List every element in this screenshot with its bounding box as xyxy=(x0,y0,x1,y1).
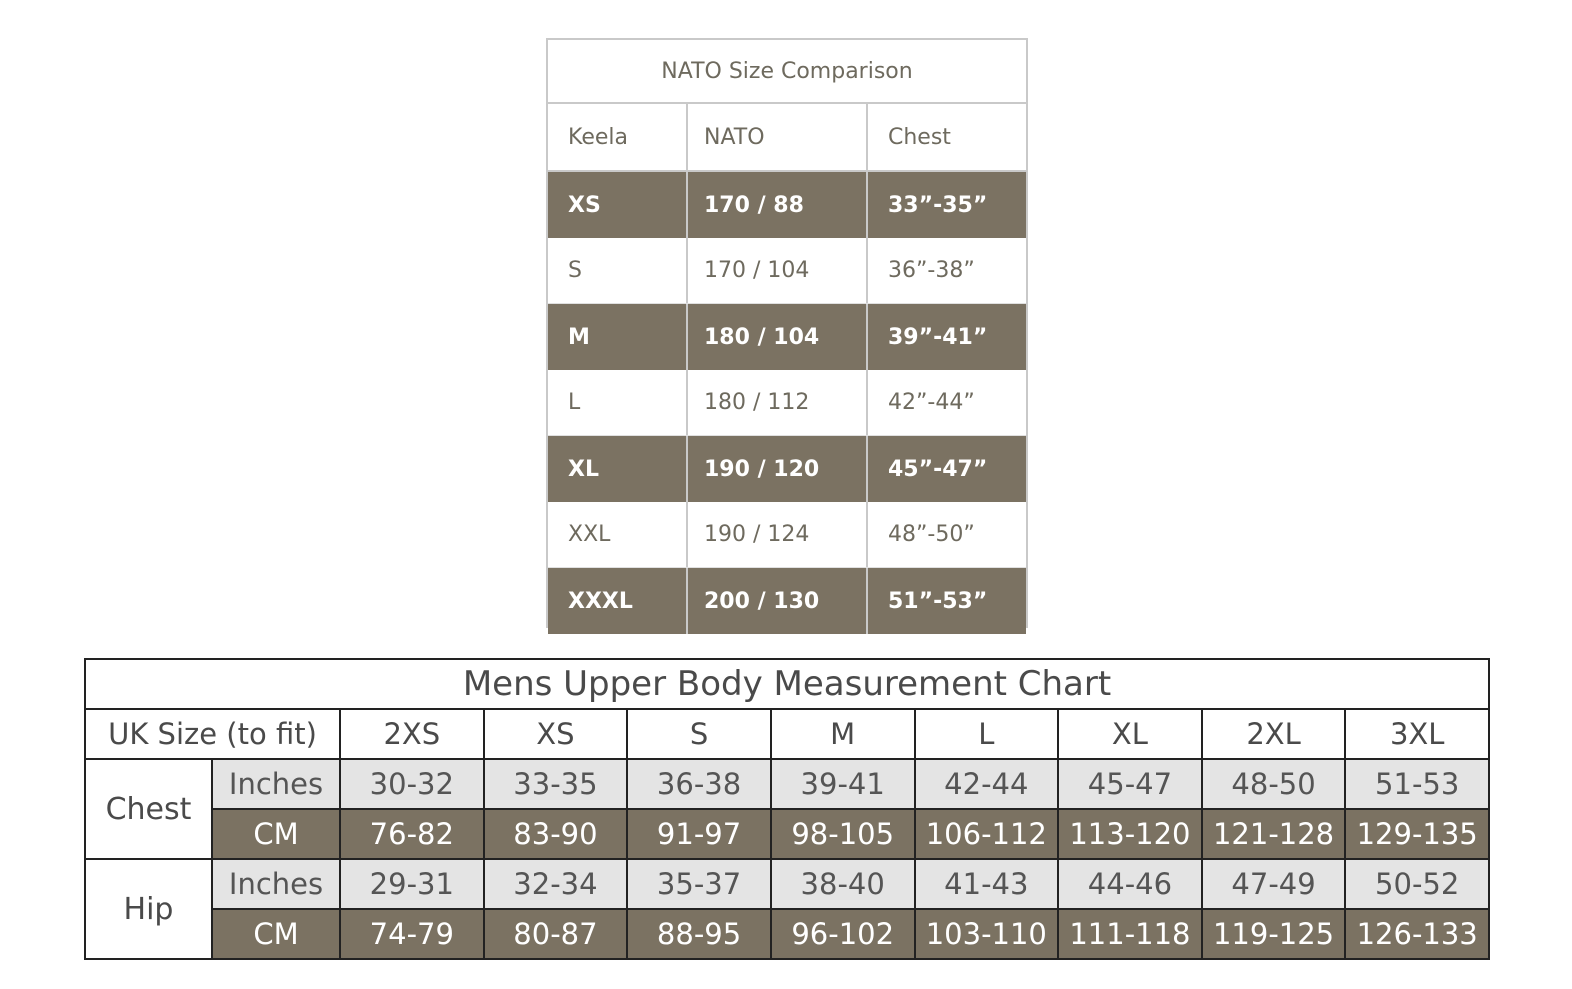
nato-header-keela: Keela xyxy=(548,104,688,170)
size-header-cell: L xyxy=(915,709,1059,759)
value-cell: 106-112 xyxy=(915,809,1059,859)
nato-header-nato: NATO xyxy=(688,104,868,170)
value-cell: 126-133 xyxy=(1345,909,1489,959)
size-header-row xyxy=(85,709,1489,759)
value-cell: 91-97 xyxy=(627,809,771,859)
value-cell: 48-50 xyxy=(1202,759,1346,809)
size-header-cell: S xyxy=(627,709,771,759)
nato-keela-cell: S xyxy=(548,238,688,303)
nato-header-row xyxy=(548,104,1026,172)
nato-chest-cell: 42”-44” xyxy=(888,390,975,415)
nato-nato-cell: 190 / 120 xyxy=(688,436,868,502)
value-cell: 113-120 xyxy=(1058,809,1202,859)
nato-table-title: NATO Size Comparison xyxy=(548,40,1026,104)
nato-nato-cell: 180 / 112 xyxy=(688,370,868,435)
value-cell: 35-37 xyxy=(627,859,771,909)
value-cell: 36-38 xyxy=(627,759,771,809)
size-header-cell: M xyxy=(771,709,915,759)
nato-row xyxy=(548,304,1026,370)
nato-nato-cell: 190 / 124 xyxy=(688,502,868,567)
value-cell: 42-44 xyxy=(915,759,1059,809)
unit-cell: CM xyxy=(212,809,340,859)
nato-chest-cell: 51”-53” xyxy=(888,588,988,614)
value-cell: 32-34 xyxy=(484,859,628,909)
size-header-cell: 3XL xyxy=(1345,709,1489,759)
nato-chest-cell: 45”-47” xyxy=(888,456,988,482)
nato-keela-cell: XXXL xyxy=(548,568,688,634)
unit-cell: CM xyxy=(212,909,340,959)
value-cell: 30-32 xyxy=(340,759,484,809)
value-cell: 39-41 xyxy=(771,759,915,809)
unit-cell: Inches xyxy=(212,759,340,809)
nato-row xyxy=(548,502,1026,568)
value-cell: 33-35 xyxy=(484,759,628,809)
value-cell: 41-43 xyxy=(915,859,1059,909)
value-cell: 44-46 xyxy=(1058,859,1202,909)
value-cell: 98-105 xyxy=(771,809,915,859)
group-label: Hip xyxy=(85,859,212,959)
nato-chest-cell: 33”-35” xyxy=(888,192,988,218)
uk-size-label: UK Size (to fit) xyxy=(85,709,340,759)
nato-row xyxy=(548,568,1026,634)
size-header-cell: 2XS xyxy=(340,709,484,759)
value-cell: 80-87 xyxy=(484,909,628,959)
unit-cell: Inches xyxy=(212,859,340,909)
size-header-cell: XL xyxy=(1058,709,1202,759)
nato-body xyxy=(548,172,1026,634)
mens-measurement-table xyxy=(84,658,1490,960)
nato-keela-cell: XL xyxy=(548,436,688,502)
nato-size-table xyxy=(546,38,1028,628)
size-header-cell: 2XL xyxy=(1202,709,1346,759)
value-cell: 47-49 xyxy=(1202,859,1346,909)
value-cell: 74-79 xyxy=(340,909,484,959)
measurement-row xyxy=(85,909,1489,959)
nato-row xyxy=(548,370,1026,436)
nato-chest-cell: 48”-50” xyxy=(888,522,975,547)
nato-keela-cell: L xyxy=(548,370,688,435)
value-cell: 88-95 xyxy=(627,909,771,959)
value-cell: 76-82 xyxy=(340,809,484,859)
value-cell: 45-47 xyxy=(1058,759,1202,809)
value-cell: 83-90 xyxy=(484,809,628,859)
value-cell: 119-125 xyxy=(1202,909,1346,959)
value-cell: 50-52 xyxy=(1345,859,1489,909)
nato-row xyxy=(548,238,1026,304)
nato-row xyxy=(548,436,1026,502)
nato-keela-cell: XS xyxy=(548,172,688,238)
mens-table-title: Mens Upper Body Measurement Chart xyxy=(85,659,1489,709)
group-label: Chest xyxy=(85,759,212,859)
value-cell: 111-118 xyxy=(1058,909,1202,959)
value-cell: 121-128 xyxy=(1202,809,1346,859)
measurement-row xyxy=(85,759,1489,809)
value-cell: 103-110 xyxy=(915,909,1059,959)
value-cell: 129-135 xyxy=(1345,809,1489,859)
value-cell: 51-53 xyxy=(1345,759,1489,809)
measurement-row xyxy=(85,859,1489,909)
nato-nato-cell: 170 / 104 xyxy=(688,238,868,303)
nato-nato-cell: 200 / 130 xyxy=(688,568,868,634)
nato-chest-cell: 36”-38” xyxy=(888,258,975,283)
value-cell: 29-31 xyxy=(340,859,484,909)
nato-chest-cell: 39”-41” xyxy=(888,324,988,350)
value-cell: 38-40 xyxy=(771,859,915,909)
nato-row xyxy=(548,172,1026,238)
nato-nato-cell: 170 / 88 xyxy=(688,172,868,238)
nato-header-chest: Chest xyxy=(888,124,951,150)
measurement-row xyxy=(85,809,1489,859)
nato-nato-cell: 180 / 104 xyxy=(688,304,868,370)
value-cell: 96-102 xyxy=(771,909,915,959)
nato-keela-cell: XXL xyxy=(548,502,688,567)
size-header-cell: XS xyxy=(484,709,628,759)
nato-keela-cell: M xyxy=(548,304,688,370)
